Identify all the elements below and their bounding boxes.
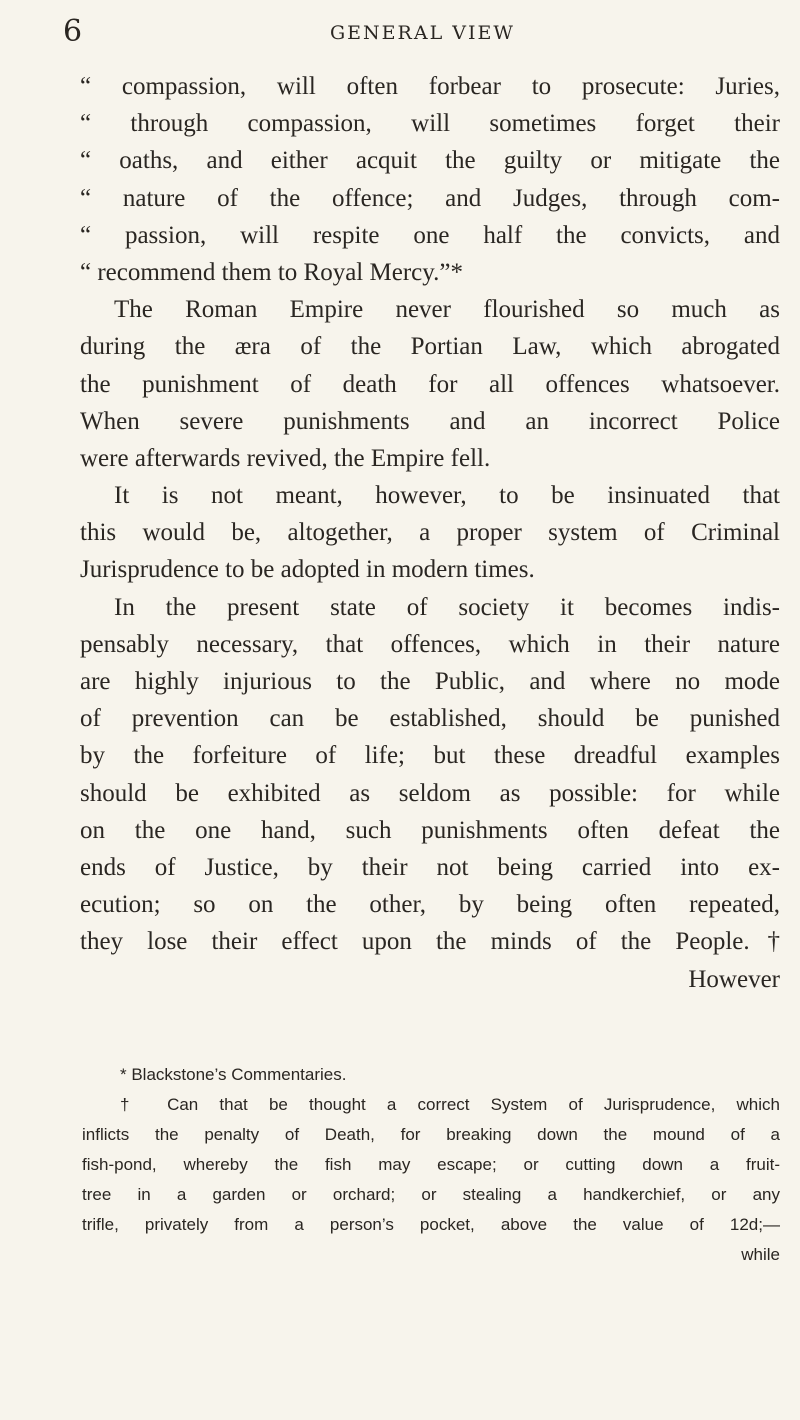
text-line: ends of Justice, by their not being carried into ex- — [80, 853, 780, 881]
page-header — [0, 12, 800, 52]
text-line: pensably necessary, that offences, which in their nature — [80, 630, 780, 658]
running-head: GENERAL VIEW — [330, 22, 515, 44]
footnote-line: * Blackstone’s Commentaries. — [120, 1065, 347, 1084]
text-line: It is not meant, however, to be insinuated that — [114, 482, 780, 510]
text-line: “ through compassion, will sometimes forget their — [80, 110, 780, 138]
text-line: When severe punishments and an incorrect Police — [80, 407, 780, 435]
text-line: during the æra of the Portian Law, which abrogated — [80, 333, 780, 361]
footnote-line: † Can that be thought a correct System of Jurisprudence, which — [120, 1095, 780, 1114]
text-line: Jurisprudence to be adopted in modern times. — [80, 556, 535, 584]
footnote-line: trifle, privately from a person’s pocket, above the value of 12d;— — [82, 1215, 780, 1234]
text-line: In the present state of society it becomes indis- — [114, 593, 780, 621]
text-line: were afterwards revived, the Empire fell. — [80, 444, 491, 472]
text-line: “ oaths, and either acquit the guilty or mitigate the — [80, 147, 780, 175]
text-line: of prevention can be established, should be punished — [80, 705, 780, 733]
text-line: by the forfeiture of life; but these dreadful examples — [80, 742, 780, 770]
text-line: “ nature of the offence; and Judges, through com- — [80, 184, 780, 212]
text-line: “ recommend them to Royal Mercy.”* — [80, 258, 463, 286]
text-line: are highly injurious to the Public, and where no mode — [80, 668, 780, 695]
footnote-catchword: while — [741, 1245, 780, 1264]
footnote-line: fish-pond, whereby the fish may escape; or cutting down a fruit- — [82, 1155, 780, 1174]
footnote-line: inflicts the penalty of Death, for breaking down the mound of a — [82, 1125, 780, 1144]
text-line: they lose their effect upon the minds of the People.† — [80, 928, 780, 956]
catchword: However — [688, 965, 780, 993]
text-line: “ compassion, will often forbear to prosecute: Juries, — [80, 73, 780, 100]
text-line: ecution; so on the other, by being often repeated, — [80, 891, 780, 919]
text-line: on the one hand, such punishments often defeat the — [80, 816, 780, 844]
page-number: 6 — [63, 14, 83, 49]
text-line: the punishment of death for all offences whatsoever. — [80, 370, 780, 398]
footnote-line: tree in a garden or orchard; or stealing a handkerchief, or any — [82, 1185, 780, 1204]
text-line: “ passion, will respite one half the convicts, and — [80, 221, 780, 249]
text-line: this would be, altogether, a proper system of Criminal — [80, 519, 780, 547]
text-line: should be exhibited as seldom as possible: for while — [80, 779, 780, 807]
footnotes — [82, 1060, 780, 1270]
body-text — [80, 68, 780, 998]
text-line: The Roman Empire never flourished so much as — [114, 296, 780, 324]
